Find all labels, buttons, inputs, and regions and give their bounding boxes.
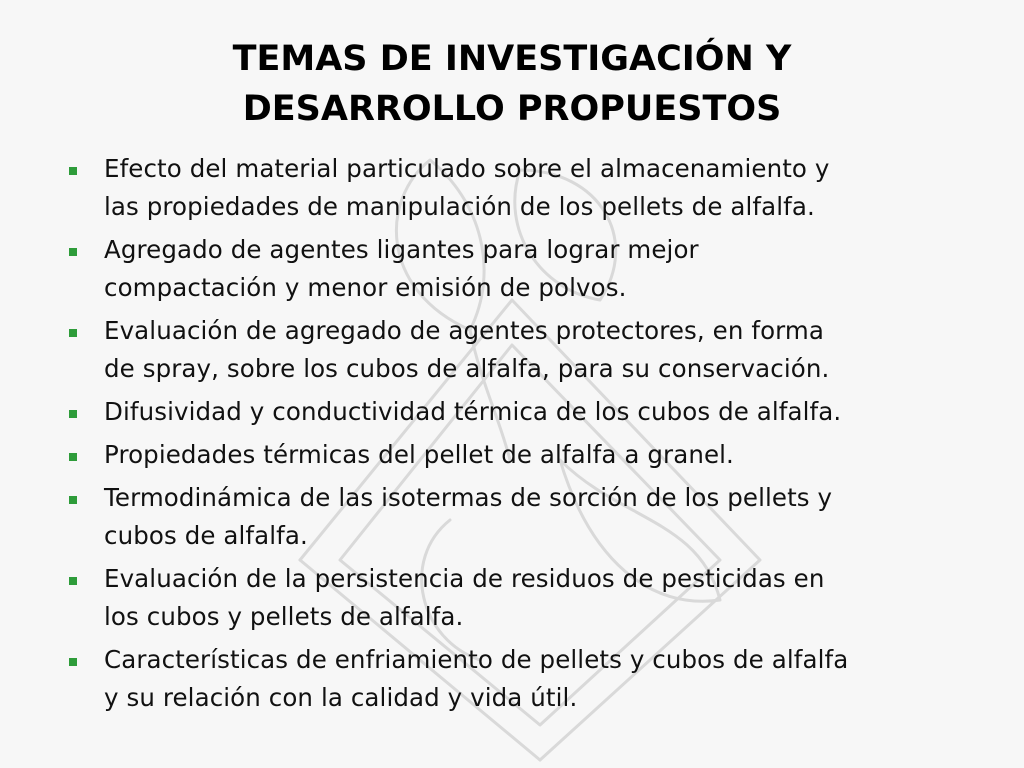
bullet-item [66,312,986,388]
bullet-line: Propiedades térmicas del pellet de alfalfa a granel. [104,440,734,469]
bullet-list [66,150,986,722]
bullet-item [66,479,986,555]
square-bullet-icon [69,577,77,585]
bullet-line: las propiedades de manipulación de los pellets de alfalfa. [104,192,815,221]
bullet-text [104,560,825,636]
bullet-text [104,436,734,474]
bullet-item [66,641,986,717]
bullet-line: Termodinámica de las isotermas de sorción de los pellets y [104,483,833,512]
bullet-item [66,231,986,307]
bullet-line: de spray, sobre los cubos de alfalfa, para su conservación. [104,354,830,383]
bullet-line: Características de enfriamiento de pellets y cubos de alfalfa [104,645,849,674]
square-bullet-icon [69,658,77,666]
bullet-text [104,150,830,226]
bullet-line: los cubos y pellets de alfalfa. [104,602,464,631]
bullet-item [66,436,986,474]
bullet-text [104,479,832,555]
bullet-line: compactación y menor emisión de polvos. [104,273,627,302]
bullet-line: Efecto del material particulado sobre el almacenamiento y [104,154,830,183]
square-bullet-icon [69,167,77,175]
bullet-line: Evaluación de la persistencia de residuos de pesticidas en [104,564,825,593]
bullet-text [104,641,848,717]
bullet-text [104,231,699,307]
bullet-line: Agregado de agentes ligantes para lograr mejor [104,235,699,264]
title-line-1: TEMAS DE INVESTIGACIÓN Y [232,39,792,79]
title-line-2: DESARROLLO PROPUESTOS [242,89,782,129]
square-bullet-icon [69,453,77,461]
bullet-line: y su relación con la calidad y vida útil. [104,683,578,712]
bullet-item [66,150,986,226]
bullet-text [104,393,841,431]
bullet-line: cubos de alfalfa. [104,521,308,550]
square-bullet-icon [69,410,77,418]
bullet-item [66,393,986,431]
square-bullet-icon [69,248,77,256]
bullet-text [104,312,829,388]
bullet-line: Difusividad y conductividad térmica de los cubos de alfalfa. [104,397,842,426]
bullet-item [66,560,986,636]
bullet-line: Evaluación de agregado de agentes protectores, en forma [104,316,825,345]
square-bullet-icon [69,329,77,337]
square-bullet-icon [69,496,77,504]
slide-title [0,34,1024,134]
